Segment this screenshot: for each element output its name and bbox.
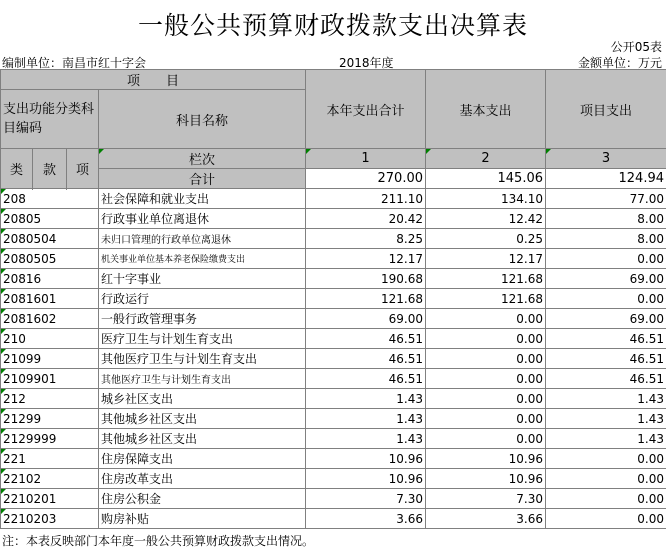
cell-project: 0.00 xyxy=(546,449,666,469)
cell-project: 69.00 xyxy=(546,309,666,329)
cell-basic: 12.17 xyxy=(426,249,546,269)
cell-basic: 121.68 xyxy=(426,289,546,309)
cell-project: 0.00 xyxy=(546,509,666,529)
cell-project: 8.00 xyxy=(546,229,666,249)
table-row xyxy=(1,329,666,349)
cell-project: 1.43 xyxy=(546,389,666,409)
cell-basic: 121.68 xyxy=(426,269,546,289)
table-row xyxy=(1,289,666,309)
cell-basic: 7.30 xyxy=(426,489,546,509)
cell-subject-name: 行政事业单位离退休 xyxy=(99,209,306,229)
cell-project: 46.51 xyxy=(546,329,666,349)
cell-project: 0.00 xyxy=(546,249,666,269)
cell-total: 46.51 xyxy=(306,349,426,369)
table-row xyxy=(1,209,666,229)
cell-subject-name: 医疗卫生与计划生育支出 xyxy=(99,329,306,349)
cell-basic: 10.96 xyxy=(426,449,546,469)
sum-row xyxy=(1,169,666,189)
table-row xyxy=(1,309,666,329)
cell-subject-name: 机关事业单位基本养老保险缴费支出 xyxy=(99,249,306,269)
table-row xyxy=(1,509,666,529)
cell-project: 1.43 xyxy=(546,429,666,449)
cell-total: 7.30 xyxy=(306,489,426,509)
table-row xyxy=(1,249,666,269)
cell-subject-name: 住房改革支出 xyxy=(99,469,306,489)
table-row xyxy=(1,189,666,209)
cell-code: 2109901 xyxy=(1,369,99,389)
header-idx1: 1 xyxy=(306,149,426,169)
cell-basic: 10.96 xyxy=(426,469,546,489)
cell-subject-name: 红十字事业 xyxy=(99,269,306,289)
cell-total: 3.66 xyxy=(306,509,426,529)
cell-project: 0.00 xyxy=(546,469,666,489)
cell-code: 20805 xyxy=(1,209,99,229)
cell-code: 208 xyxy=(1,189,99,209)
unit-label: 编制单位：南昌市红十字会 xyxy=(2,56,147,70)
cell-subject-name: 住房公积金 xyxy=(99,489,306,509)
cell-code: 2080504 xyxy=(1,229,99,249)
header-subject-name: 科目名称 xyxy=(99,90,306,149)
cell-subject-name: 其他城乡社区支出 xyxy=(99,409,306,429)
cell-code: 22102 xyxy=(1,469,99,489)
cell-subject-name: 社会保障和就业支出 xyxy=(99,189,306,209)
cell-total: 20.42 xyxy=(306,209,426,229)
footnote: 注：本表反映部门本年度一般公共预算财政拨款支出情况。 xyxy=(2,534,315,548)
header-item: 项 目 xyxy=(1,70,306,90)
cell-code: 2081601 xyxy=(1,289,99,309)
header-func-code: 支出功能分类科目编码 xyxy=(1,90,99,149)
header-project: 项目支出 xyxy=(546,70,666,149)
cell-subject-name: 行政运行 xyxy=(99,289,306,309)
cell-basic: 0.00 xyxy=(426,349,546,369)
cell-basic: 0.00 xyxy=(426,329,546,349)
table-row xyxy=(1,469,666,489)
cell-project: 46.51 xyxy=(546,369,666,389)
cell-basic: 0.00 xyxy=(426,429,546,449)
cell-project: 8.00 xyxy=(546,209,666,229)
cell-total: 8.25 xyxy=(306,229,426,249)
cell-project: 0.00 xyxy=(546,489,666,509)
header-kuan: 款 xyxy=(33,149,67,189)
cell-total: 1.43 xyxy=(306,409,426,429)
cell-total: 10.96 xyxy=(306,469,426,489)
cell-basic: 0.00 xyxy=(426,309,546,329)
cell-basic: 0.25 xyxy=(426,229,546,249)
cell-total: 69.00 xyxy=(306,309,426,329)
sum-project: 124.94 xyxy=(546,169,666,189)
cell-basic: 12.42 xyxy=(426,209,546,229)
cell-code: 2081602 xyxy=(1,309,99,329)
cell-subject-name: 住房保障支出 xyxy=(99,449,306,469)
cell-basic: 0.00 xyxy=(426,369,546,389)
cell-project: 1.43 xyxy=(546,409,666,429)
header-basic: 基本支出 xyxy=(426,70,546,149)
cell-project: 69.00 xyxy=(546,269,666,289)
cell-subject-name: 城乡社区支出 xyxy=(99,389,306,409)
expenditure-table xyxy=(0,69,666,529)
cell-project: 77.00 xyxy=(546,189,666,209)
cell-code: 221 xyxy=(1,449,99,469)
cell-subject-name: 未归口管理的行政单位离退休 xyxy=(99,229,306,249)
table-row xyxy=(1,369,666,389)
header-idx3: 3 xyxy=(546,149,666,169)
header-row-item xyxy=(1,70,666,90)
cell-basic: 0.00 xyxy=(426,409,546,429)
header-xiang: 项 xyxy=(67,149,99,189)
table-row xyxy=(1,349,666,369)
table-row xyxy=(1,269,666,289)
cell-basic: 0.00 xyxy=(426,389,546,409)
cell-code: 2080505 xyxy=(1,249,99,269)
sum-basic: 145.06 xyxy=(426,169,546,189)
cell-total: 1.43 xyxy=(306,389,426,409)
cell-code: 20816 xyxy=(1,269,99,289)
cell-total: 12.17 xyxy=(306,249,426,269)
cell-total: 121.68 xyxy=(306,289,426,309)
cell-code: 2210201 xyxy=(1,489,99,509)
header-idx2: 2 xyxy=(426,149,546,169)
table-row xyxy=(1,429,666,449)
cell-total: 211.10 xyxy=(306,189,426,209)
cell-total: 46.51 xyxy=(306,329,426,349)
cell-code: 21299 xyxy=(1,409,99,429)
header-row-lei xyxy=(1,149,666,169)
cell-subject-name: 购房补贴 xyxy=(99,509,306,529)
cell-total: 46.51 xyxy=(306,369,426,389)
cell-project: 0.00 xyxy=(546,289,666,309)
cell-code: 2210203 xyxy=(1,509,99,529)
cell-code: 21099 xyxy=(1,349,99,369)
cell-total: 10.96 xyxy=(306,449,426,469)
cell-code: 212 xyxy=(1,389,99,409)
cell-code: 210 xyxy=(1,329,99,349)
header-row-index: 栏次 xyxy=(99,149,306,169)
cell-total: 1.43 xyxy=(306,429,426,449)
amount-unit-label: 金额单位：万元 xyxy=(577,56,662,70)
cell-basic: 3.66 xyxy=(426,509,546,529)
table-row xyxy=(1,389,666,409)
table-row xyxy=(1,229,666,249)
cell-subject-name: 其他城乡社区支出 xyxy=(99,429,306,449)
table-row xyxy=(1,449,666,469)
cell-subject-name: 一般行政管理事务 xyxy=(99,309,306,329)
year-label: 2018年度 xyxy=(339,56,394,70)
table-row xyxy=(1,489,666,509)
cell-subject-name: 其他医疗卫生与计划生育支出 xyxy=(99,369,306,389)
cell-code: 2129999 xyxy=(1,429,99,449)
table-row xyxy=(1,409,666,429)
header-lei: 类 xyxy=(1,149,33,189)
cell-total: 190.68 xyxy=(306,269,426,289)
cell-project: 46.51 xyxy=(546,349,666,369)
form-code: 公开05表 xyxy=(610,40,662,54)
cell-subject-name: 其他医疗卫生与计划生育支出 xyxy=(99,349,306,369)
page-title: 一般公共预算财政拨款支出决算表 xyxy=(137,11,528,40)
header-total: 本年支出合计 xyxy=(306,70,426,149)
sum-total: 270.00 xyxy=(306,169,426,189)
info-line xyxy=(0,53,666,69)
cell-basic: 134.10 xyxy=(426,189,546,209)
sum-label: 合计 xyxy=(99,169,306,189)
